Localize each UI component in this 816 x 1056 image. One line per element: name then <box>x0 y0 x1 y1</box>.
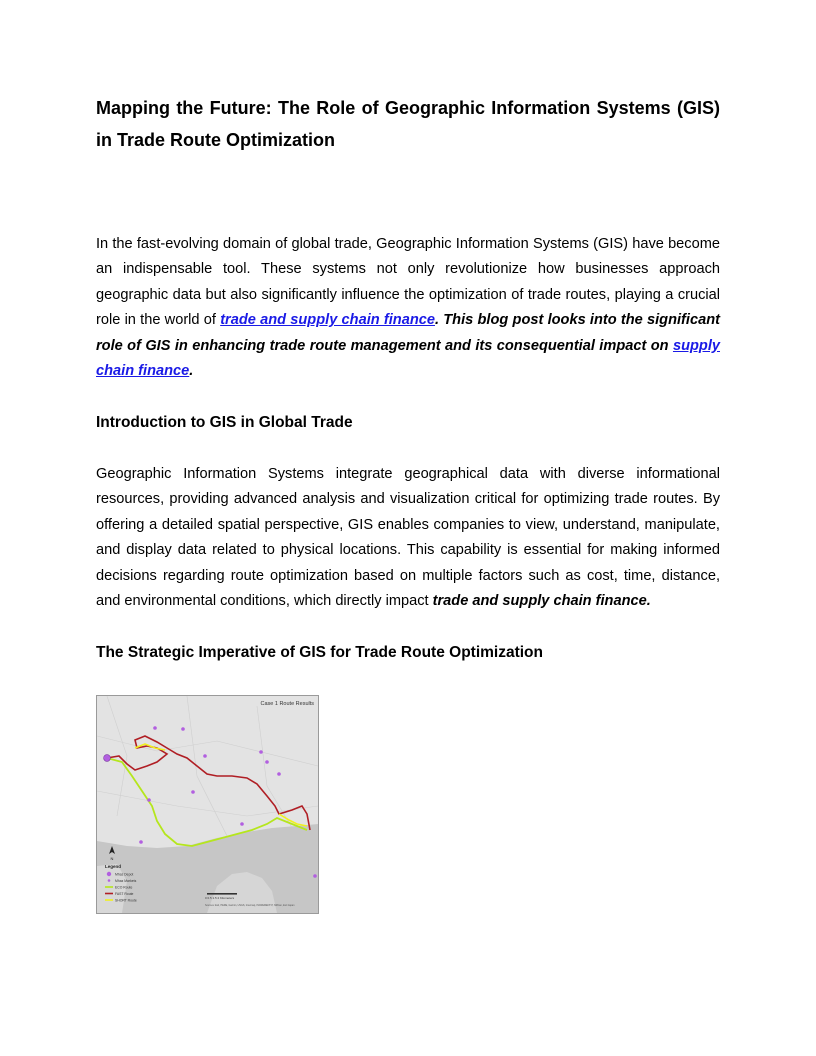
legend-market-swatch <box>108 879 111 882</box>
legend-fast-label: FAST Route <box>115 892 134 896</box>
gis-emphasis: trade and supply chain finance. <box>432 593 651 610</box>
legend-short-label: SHORT Route <box>115 898 137 903</box>
gis-text: Geographic Information Systems integrate geographical data with diverse informational resources, providing advanced analysis and visualization critical for optimizing trade routes. By offering a detailed spatial perspective, GIS enables companies to view, understand, manipulate, and display data related to physical locations. This capability is essential for making informed decisions regarding route optimization based on multiple factors such as cost, time, distance, and environmental conditions, which directly impact <box>96 466 720 610</box>
supply-chain-finance-link[interactable]: supply chain finance <box>96 337 720 380</box>
legend-market-label: Mhaz Markets <box>115 879 137 883</box>
page-title: Mapping the Future: The Role of Geographic Information Systems (GIS) in Trade Route Optimization <box>96 98 720 150</box>
route-map-image <box>96 695 319 914</box>
intro-paragraph <box>96 232 720 384</box>
legend-eco-label: ECO Route <box>115 885 133 890</box>
legend-title: Legend <box>105 864 122 869</box>
scale-label: 0 0.5 1.5 2 Kilometers <box>205 896 235 900</box>
trade-finance-link[interactable]: trade and supply chain finance <box>220 312 435 329</box>
depot-marker <box>104 755 111 762</box>
intro-text-1: In the fast-evolving domain of global trade, Geographic Information Systems (GIS) have become an indispensable tool. These systems not only revolutionize how businesses approach geographic data but also significantly influence the optimization of trade routes, playing a crucial role in the world of <box>96 236 720 329</box>
north-label: N <box>110 856 114 861</box>
gis-paragraph <box>96 462 720 614</box>
section-heading-intro-gis: Introduction to GIS in Global Trade <box>96 414 353 431</box>
section-heading-strategic: The Strategic Imperative of GIS for Trade Route Optimization <box>96 644 543 661</box>
map-title: Case 1 Route Results <box>260 701 314 707</box>
scale-bar <box>207 893 237 895</box>
legend-depot-swatch <box>107 872 111 876</box>
map-credit: Sources: Esri, HERE, Garmin, USGS, Intermap, INCREMENT P, NRCan, Esri Japan <box>205 904 295 907</box>
intro-text-3: . <box>189 363 194 380</box>
intro-text-2: . This blog post looks into the significant role of GIS in enhancing trade route management and its consequential impact on <box>96 312 720 354</box>
route-map <box>97 696 318 913</box>
legend-depot-label: Mhaz Depot <box>115 872 134 877</box>
